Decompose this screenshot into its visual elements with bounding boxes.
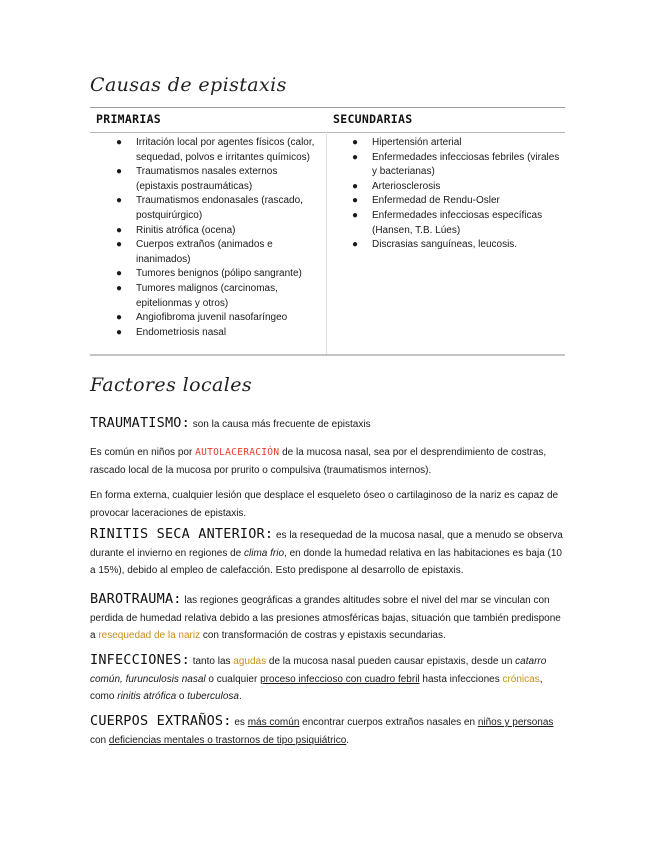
secundarias-header: SECUNDARIAS [333,112,413,126]
bullet-icon: ● [116,195,123,207]
list-item: ● Rinitis atrófica (ocena) [116,224,321,239]
list-item: ● Angiofibroma juvenil nasofaríngeo [116,311,321,326]
cuerpos-extranos-heading: CUERPOS EXTRAÑOS: [90,713,232,729]
cuerpos-extranos-paragraph: CUERPOS EXTRAÑOS: es más común encontrar cuerpos extraños nasales en niños y personas con deficiencias mentales o trastornos de tipo psiquiátrico. [90,713,554,746]
bullet-icon: ● [116,268,123,280]
list-item: ● Enfermedad de Rendu-Osler [352,194,562,209]
factores-title: Factores locales [90,374,253,396]
list-item: ● Discrasias sanguíneas, leucosis. [352,238,562,253]
bullet-icon: ● [352,151,359,163]
bullet-icon: ● [116,224,123,236]
list-item: ● Hipertensión arterial [352,136,562,151]
bullet-icon: ● [116,166,123,178]
infecciones-paragraph: INFECCIONES: tanto las agudas de la mucosa nasal pueden causar epistaxis, desde un catarro común, furunculosis nasal o cualquier proceso infeccioso con cuadro febril hasta infecciones crónicas, como rinitis atrófica o tuberculosa. [90,652,547,702]
rinitis-heading: RINITIS SECA ANTERIOR: [90,526,274,542]
list-item: ● Tumores benignos (pólipo sangrante) [116,267,321,282]
causas-title: Causas de epistaxis [90,74,287,96]
list-item: ● Irritación local por agentes físicos (calor, sequedad, polvos e irritantes químicos) [116,137,315,163]
list-item: ● Enfermedades infecciosas específicas (Hansen, T.B. Lúes) [352,209,543,236]
table-bottom-rule [90,354,565,356]
bullet-icon: ● [116,239,123,251]
traumatismo-heading: TRAUMATISMO: [90,415,190,431]
bullet-icon: ● [352,239,359,251]
list-item: ● Traumatismos endonasales (rascado, postquirúrgico) [116,195,303,221]
bullet-icon: ● [352,180,359,192]
barotrauma-paragraph: BAROTRAUMA: las regiones geográficas a grandes altitudes sobre el nivel del mar se vinculan con perdida de humedad relativa debido a las presiones atmosféricas bajas, situación que también predispone a resequedad de la nariz con transformación de costras y epistaxis secundarias. [90,591,561,641]
autolaceracion-highlight: AUTOLACERACIÓN [195,447,280,458]
causes-table [90,107,565,356]
bullet-icon: ● [352,195,359,207]
primarias-header: PRIMARIAS [96,112,162,126]
barotrauma-heading: BAROTRAUMA: [90,591,182,607]
traumatismo-paragraph: TRAUMATISMO: son la causa más frecuente de epistaxis [90,415,371,431]
rinitis-paragraph: RINITIS SECA ANTERIOR: es la resequedad de la mucosa nasal, que a menudo se observa durante el invierno en regiones de clima frio, en donde la humedad relativa en las habitaciones es baja (10 a 15%), debido al empleo de calefacción. Esto predispone al desarrollo de epistaxis. [90,526,563,576]
forma-externa-paragraph: En forma externa, cualquier lesión que desplace el esqueleto óseo o cartilaginoso de la nariz es capaz de provocar laceraciones de epistaxis. [90,490,559,519]
list-item: ● Tumores malignos (carcinomas, epitelionmas y otros) [116,282,278,309]
bullet-icon: ● [116,137,123,148]
list-item: ● Endometriosis nasal [116,326,321,341]
list-item: ● Enfermedades infecciosas febriles (virales y bacterianas) [352,151,560,178]
bullet-icon: ● [352,137,359,148]
bullet-icon: ● [352,209,359,221]
bullet-icon: ● [116,326,123,338]
bullet-icon: ● [116,282,123,294]
list-item: ● Arteriosclerosis [352,180,562,195]
list-item: ● Cuerpos extraños (animados e inanimados) [116,239,273,265]
autolaceracion-paragraph: Es común en niños por AUTOLACERACIÓN de la mucosa nasal, sea por el desprendimiento de costras, rascado local de la mucosa por prurito o compulsiva (traumatismos internos). [90,447,547,476]
resequedad-highlight: resequedad de la nariz [98,630,201,641]
primarias-list [116,136,321,340]
bullet-icon: ● [116,312,123,324]
column-separator [326,132,327,354]
table-top-rule [90,107,565,108]
infecciones-heading: INFECCIONES: [90,652,190,668]
list-item: ● Traumatismos nasales externos (epistaxis postraumáticas) [116,166,278,192]
table-header-rule [90,132,565,133]
secundarias-list [352,136,562,253]
